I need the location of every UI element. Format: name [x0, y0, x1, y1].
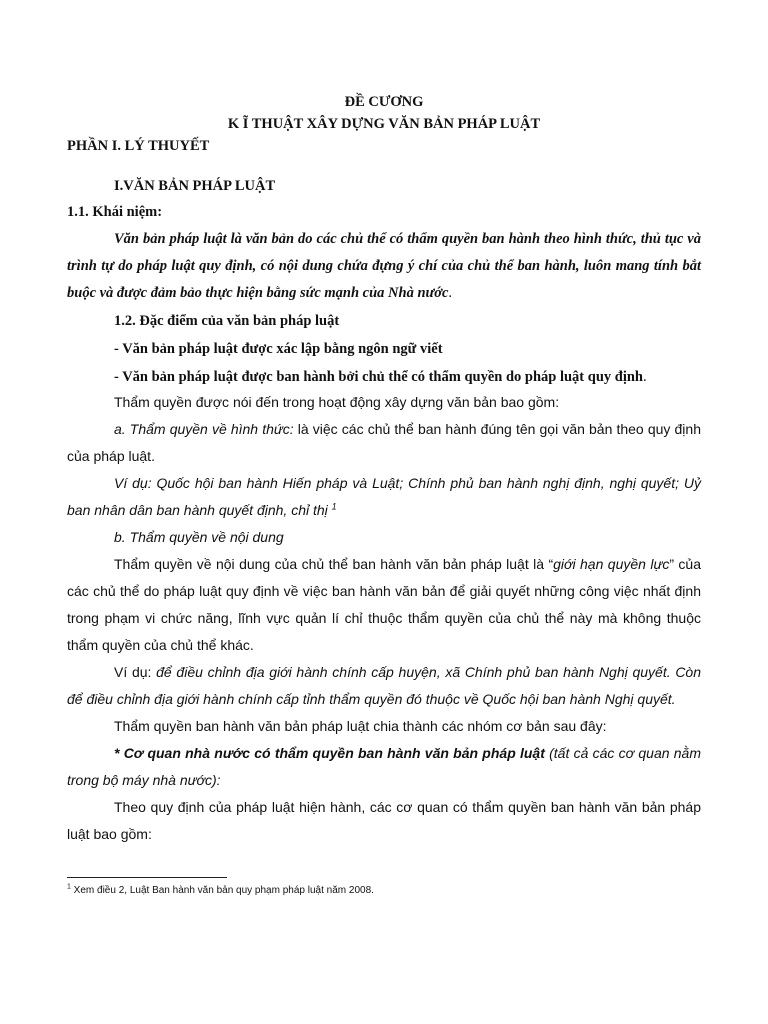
content-authority-example — [67, 659, 701, 713]
document-title: ĐỀ CƯƠNG — [344, 94, 424, 110]
definition-end: . — [448, 285, 453, 301]
group-1-rest: (tất cả các cơ quan nằm trong bộ máy nhà nước): — [67, 745, 701, 788]
section-heading: I.VĂN BẢN PHÁP LUẬT — [114, 178, 276, 194]
content-authority-example-label: Ví dụ: — [114, 664, 157, 680]
content-authority-text-1: Thẩm quyền về nội dung của chủ thể ban hành văn bản pháp luật là “ — [114, 556, 554, 572]
definition-paragraph — [67, 226, 701, 307]
content-authority-paragraph — [67, 551, 701, 659]
form-authority-example — [67, 470, 701, 524]
authority-intro: Thẩm quyền được nói đến trong hoạt động xây dựng văn bản bao gồm: — [114, 394, 560, 410]
feature-bullet-1 — [67, 339, 701, 359]
footnote-text: Xem điều 2, Luật Ban hành văn bản quy phạm pháp luật năm 2008. — [70, 885, 374, 896]
form-authority-text: là việc các chủ thể ban hành đúng tên gọi văn bản theo quy định của pháp luật. — [67, 421, 701, 464]
groups-intro: Thẩm quyền ban hành văn bản pháp luật chia thành các nhóm cơ bản sau đây: — [114, 718, 607, 734]
content-authority-text-2: ” của các chủ thể do pháp luật quy định về việc ban hành văn bản để giải quyết những công việc nhất định trong phạm vi chức năng, lĩnh vực quản lí chỉ thuộc thẩm quyền của chủ thể này mà không thuộc thẩm quyền của chủ thể khác. — [67, 556, 701, 653]
group-1-bold: * Cơ quan nhà nước có thẩm quyền ban hành văn bản pháp luật — [114, 745, 545, 761]
definition-text: Văn bản pháp luật là văn bản do các chủ thể có thẩm quyền ban hành theo hình thức, thủ tục và trình tự do pháp luật quy định, có nội dung chứa đựng ý chí của chủ thể ban hành, luôn mang tính bắt buộc và được đảm bảo thực hiện bằng sức mạnh của Nhà nước — [67, 231, 701, 301]
content-authority-example-text: để điều chỉnh địa giới hành chính cấp huyện, xã Chính phủ ban hành Nghị quyết. Còn để điều chỉnh địa giới hành chính cấp tỉnh thẩm quyền đó thuộc về Quốc hội ban hành Nghị quyết. — [67, 664, 702, 707]
footnote-ref[interactable]: 1 — [331, 501, 337, 512]
form-authority-example-text: Ví dụ: Quốc hội ban hành Hiến pháp và Luật; Chính phủ ban hành nghị định, nghị quyết; Uỷ ban nhân dân ban hành quyết định, chỉ thị — [67, 475, 701, 518]
footnote-separator — [67, 877, 227, 878]
current-law-paragraph: Theo quy định của pháp luật hiện hành, các cơ quan có thẩm quyền ban hành văn bản pháp luật bao gồm: — [67, 799, 701, 842]
feature-bullet-2-text: - Văn bản pháp luật được ban hành bởi chủ thể có thẩm quyền do pháp luật quy định — [114, 369, 643, 385]
footnote-number: 1 — [67, 883, 71, 891]
feature-bullet-2-end: . — [642, 369, 647, 385]
content-authority-emphasis: giới hạn quyền lực — [553, 556, 670, 572]
subsection-1-1-heading: 1.1. Khái niệm: — [67, 204, 163, 220]
group-1-paragraph — [67, 740, 701, 794]
document-page — [67, 92, 701, 848]
part-heading: PHẦN I. LÝ THUYẾT — [67, 138, 210, 154]
subsection-1-2-heading — [67, 311, 701, 331]
footnote — [67, 884, 701, 898]
feature-bullet-1-text: - Văn bản pháp luật được xác lập bằng ngôn ngữ viết — [114, 341, 443, 357]
content-authority-heading: b. Thẩm quyền về nội dung — [114, 529, 284, 545]
document-subtitle: K Ĩ THUẬT XÂY DỰNG VĂN BẢN PHÁP LUẬT — [227, 116, 541, 132]
form-authority-paragraph — [67, 416, 701, 470]
subsection-1-2-text: 1.2. Đặc điểm của văn bản pháp luật — [114, 313, 340, 329]
feature-bullet-2 — [67, 367, 701, 387]
form-authority-label: a. Thẩm quyền về hình thức: — [114, 421, 294, 437]
